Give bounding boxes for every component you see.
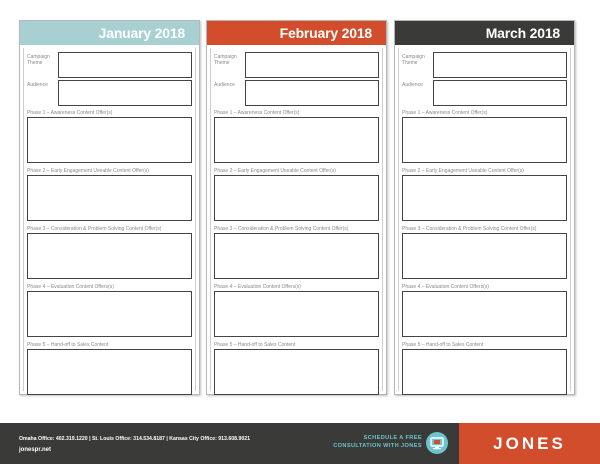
phase-5: [402, 342, 567, 395]
phase-1: [27, 110, 192, 163]
phase-3: [27, 226, 192, 279]
month-column-march: [394, 20, 575, 395]
phase-label: Phase 5 – Hand-off to Sales Content: [402, 342, 484, 348]
month-title: February 2018: [279, 25, 372, 41]
phase-field[interactable]: [402, 175, 567, 221]
phase-label: Phase 4 – Evaluation Content Offers(s): [402, 284, 489, 290]
phase-label: Phase 3 – Consideration & Problem Solving Content Offer(s): [214, 226, 349, 232]
phase-field[interactable]: [214, 175, 379, 221]
phase-field[interactable]: [402, 233, 567, 279]
phase-label: Phase 5 – Hand-off to Sales Content: [214, 342, 296, 348]
phase-2: [214, 168, 379, 221]
phase-label: Phase 1 – Awareness Content Offer(s): [27, 110, 113, 116]
audience-row: [402, 80, 567, 106]
phase-2: [27, 168, 192, 221]
campaign-theme-field[interactable]: [58, 52, 192, 78]
phase-field[interactable]: [402, 117, 567, 163]
phase-5: [214, 342, 379, 395]
phase-2: [402, 168, 567, 221]
month-column-february: [206, 20, 387, 395]
phase-label: Phase 2 – Early Engagement Useable Content Offer(s): [402, 168, 524, 174]
audience-field[interactable]: [245, 80, 379, 106]
audience-field[interactable]: [58, 80, 192, 106]
campaign-theme-row: [27, 52, 192, 78]
month-header: [207, 21, 386, 45]
audience-row: [27, 80, 192, 106]
campaign-theme-label: Campaign Theme: [27, 54, 50, 66]
jones-logo: [459, 423, 600, 464]
campaign-theme-label: Campaign Theme: [402, 54, 425, 66]
audience-field[interactable]: [433, 80, 567, 106]
phase-field[interactable]: [27, 291, 192, 337]
month-body: [210, 48, 383, 391]
month-header: [20, 21, 199, 45]
phase-label: Phase 2 – Early Engagement Useable Content Offer(s): [27, 168, 149, 174]
campaign-theme-field[interactable]: [433, 52, 567, 78]
campaign-theme-row: [214, 52, 379, 78]
phase-field[interactable]: [214, 349, 379, 395]
phase-label: Phase 4 – Evaluation Content Offers(s): [27, 284, 114, 290]
phase-label: Phase 3 – Consideration & Problem Solving Content Offer(s): [27, 226, 162, 232]
phase-field[interactable]: [214, 291, 379, 337]
office-phone-numbers: Omaha Office: 402.319.1220 | St. Louis Office: 314.534.8187 | Kansas City Office: 913.608.9021: [19, 436, 250, 442]
month-header: [395, 21, 574, 45]
phase-4: [27, 284, 192, 337]
phase-label: Phase 3 – Consideration & Problem Solving Content Offer(s): [402, 226, 537, 232]
month-title: March 2018: [485, 25, 560, 41]
phase-3: [214, 226, 379, 279]
audience-row: [214, 80, 379, 106]
phase-field[interactable]: [402, 291, 567, 337]
month-body: [23, 48, 196, 391]
phase-label: Phase 1 – Awareness Content Offer(s): [402, 110, 488, 116]
phase-5: [27, 342, 192, 395]
phase-1: [214, 110, 379, 163]
phase-field[interactable]: [27, 233, 192, 279]
audience-label: Audience: [27, 82, 48, 88]
audience-label: Audience: [214, 82, 235, 88]
month-body: [398, 48, 571, 391]
phase-field[interactable]: [27, 175, 192, 221]
phase-1: [402, 110, 567, 163]
phase-4: [402, 284, 567, 337]
phase-field[interactable]: [214, 117, 379, 163]
phase-label: Phase 1 – Awareness Content Offer(s): [214, 110, 300, 116]
computer-icon[interactable]: [426, 432, 448, 454]
phase-3: [402, 226, 567, 279]
phase-label: Phase 2 – Early Engagement Useable Content Offer(s): [214, 168, 336, 174]
phase-field[interactable]: [214, 233, 379, 279]
phase-field[interactable]: [27, 349, 192, 395]
campaign-theme-field[interactable]: [245, 52, 379, 78]
audience-label: Audience: [402, 82, 423, 88]
phase-4: [214, 284, 379, 337]
phase-label: Phase 4 – Evaluation Content Offers(s): [214, 284, 301, 290]
campaign-theme-row: [402, 52, 567, 78]
cta-line-2: CONSULTATION WITH JONES: [333, 442, 422, 449]
phase-field[interactable]: [27, 117, 192, 163]
phase-label: Phase 5 – Hand-off to Sales Content: [27, 342, 109, 348]
month-column-january: [19, 20, 200, 395]
month-title: January 2018: [98, 25, 185, 41]
cta-line-1: SCHEDULE A FREE: [363, 435, 422, 441]
consultation-cta[interactable]: [322, 435, 422, 450]
website-link[interactable]: jonespr.net: [19, 447, 52, 453]
footer-bar: [0, 423, 600, 464]
phase-field[interactable]: [402, 349, 567, 395]
brand-name: JONES: [493, 433, 566, 453]
campaign-theme-label: Campaign Theme: [214, 54, 237, 66]
